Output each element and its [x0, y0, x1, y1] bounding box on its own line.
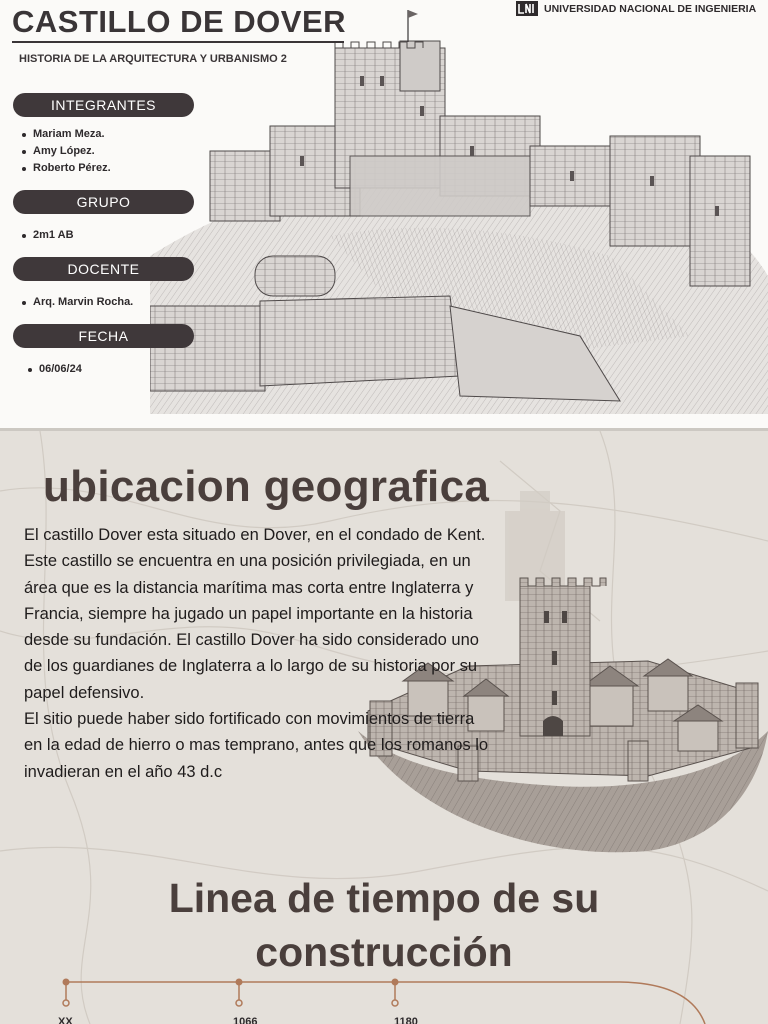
location-description: [24, 522, 494, 785]
list-item: Amy López.: [22, 143, 111, 160]
timeline-line: [66, 982, 705, 1024]
timeline-heading-line-1: Linea de tiempo de su: [168, 875, 600, 921]
fecha-pill: FECHA: [13, 324, 194, 348]
grupo-list: [22, 227, 74, 244]
university-header: [516, 1, 756, 16]
list-item: Mariam Meza.: [22, 126, 111, 143]
page-title: CASTILLO DE DOVER: [12, 4, 347, 39]
docente-list: [22, 294, 133, 311]
timeline: [0, 971, 768, 1024]
cover-section: [0, 0, 768, 428]
timeline-heading: [0, 871, 768, 979]
timeline-heading-line-2: construcción: [255, 929, 513, 975]
list-item: 06/06/24: [28, 361, 82, 378]
list-item: Roberto Pérez.: [22, 160, 111, 177]
location-paragraph-1: El castillo Dover esta situado en Dover, en el condado de Kent. Este castillo se encuentra en una posición privilegiada, en un área que es la distancia marítima mas corta entre Inglaterra y Francia, siempre ha jugado un papel importante en la historia desde su fundación. El castillo Dover ha sido considerado uno de los guardianes de Inglaterra a lo largo de su historia por su papel defensivo.: [24, 526, 486, 702]
timeline-label: 1180: [394, 1016, 418, 1024]
location-heading: ubicacion geografica: [43, 462, 490, 511]
list-item: 2m1 AB: [22, 227, 74, 244]
title-underline: [12, 41, 344, 43]
location-section: [0, 431, 768, 1024]
timeline-marker: [236, 979, 243, 1007]
university-logo-icon: [516, 1, 538, 16]
castle-illustration: [150, 6, 768, 414]
integrantes-list: [22, 126, 111, 177]
docente-pill: DOCENTE: [13, 257, 194, 281]
timeline-marker: [63, 979, 70, 1007]
list-item: Arq. Marvin Rocha.: [22, 294, 133, 311]
university-name: UNIVERSIDAD NACIONAL DE INGENIERIA: [544, 2, 757, 15]
grupo-pill: GRUPO: [13, 190, 194, 214]
integrantes-pill: INTEGRANTES: [13, 93, 194, 117]
timeline-marker: [392, 979, 399, 1007]
timeline-label: 1066: [233, 1016, 258, 1024]
location-paragraph-2: El sitio puede haber sido fortificado con movimientos de tierra en la edad de hierro o mas temprano, antes que los romanos lo invadieran en el año 43 d.c: [24, 710, 489, 781]
timeline-label: XX: [58, 1016, 73, 1024]
course-subtitle: HISTORIA DE LA ARQUITECTURA Y URBANISMO 2: [19, 53, 287, 65]
timeline-graphic: [0, 971, 768, 1024]
fecha-list: [28, 361, 82, 378]
